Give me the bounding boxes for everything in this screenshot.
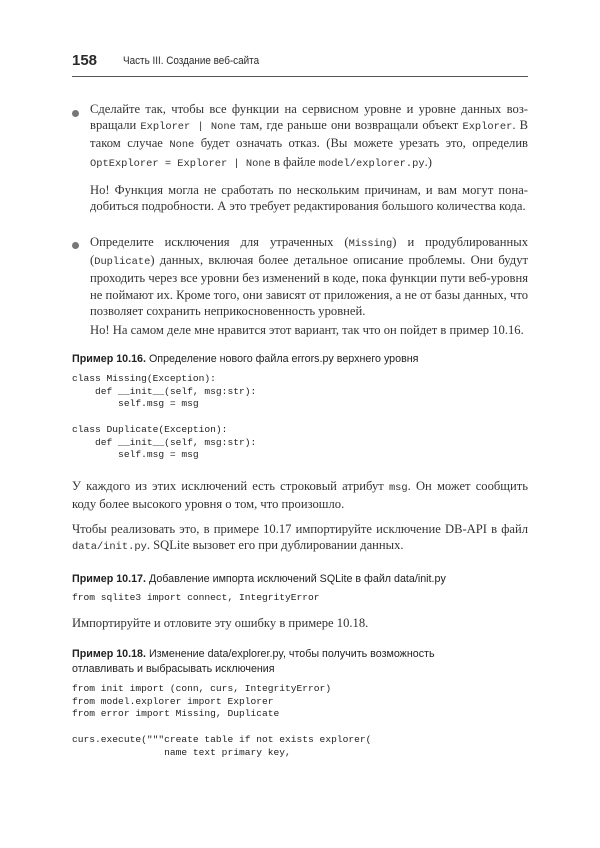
inline-code: msg [388,482,408,494]
inline-code: Explorer [462,121,513,134]
example-caption-10-16 [72,352,501,367]
text: . SQLite вызовет его при дублировании данных. [146,538,404,553]
running-head: Часть III. Создание веб-сайта [123,55,260,67]
bullet-paragraph-2 [90,234,528,319]
text: ) данных, включая более детальное описание проблемы. Они будут проходить через все уровни без изменений в коде, пока функции пути веб-уровня не поймают их. Кроме того, они зависят от приложения, а не от базы данных, что позволяет сохранить неприкосновенность уровней. [90,253,528,318]
text: .) [424,154,432,169]
example-title: Добавление импорта исключений SQLite в файл data/init.py [145,573,446,585]
text: У каждого из этих исключений есть строковый атрибут [72,479,389,493]
bullet-marker [72,110,79,117]
inline-code: None [169,139,195,152]
paragraph-implement [72,521,528,555]
example-caption-10-17 [72,572,501,587]
code-block-10-17: from sqlite3 import connect, IntegrityError [72,592,320,603]
example-title: Изменение data/explorer.py, чтобы получить возможность отлавливать и выбрасывать исключения [72,648,435,675]
example-label: Пример 10.17. [72,573,146,585]
text: будет означать отказ. (Вы можете урезать это, определив [194,136,529,151]
bullet-marker [72,242,79,249]
code-block-10-16: class Missing(Exception): def __init__(self, msg:str): self.msg = msg class Duplicate(Exception): def __init__(self, msg:str): self.msg = msg [72,373,257,461]
page-number: 158 [72,52,98,69]
text: ) и продублированных ( [90,235,529,268]
example-caption-10-18 [72,647,467,676]
text: . В таком случае [90,118,529,151]
example-title: Определение нового файла errors.py верхнего уровня [145,353,419,365]
bullet-paragraph-1 [90,101,528,172]
text: . Он может сообщить коду более высокого уровня о том, что произошло. [72,479,528,512]
inline-code: model/explorer.py [318,157,425,170]
text: Чтобы реализовать это, в примере 10.17 импортируйте исключение DB-API в файл [72,522,528,536]
text: в файле [270,154,319,169]
inline-code: Missing [348,238,393,250]
inline-code: OptExplorer = Explorer | None [90,157,271,170]
inline-code: data/init.py [72,541,147,554]
text: Сделайте так, чтобы все функции на сервисном уровне и уровне данных воз-вращали [90,102,528,133]
paragraph-catch: Импортируйте и отловите эту ошибку в примере 10.18. [72,616,369,630]
paragraph-msg-attribute [72,478,528,512]
inline-code: Explorer | None [140,121,236,134]
bullet-2-followup: Но! На самом деле мне нравится этот вариант, так что он пойдет в пример 10.16. [90,323,524,337]
text: Определите исключения для утраченных ( [90,235,349,249]
text: там, где раньше они возвращали объект [235,118,463,133]
page-header [72,52,528,77]
example-label: Пример 10.18. [72,648,146,660]
example-label: Пример 10.16. [72,353,146,365]
code-block-10-18: from init import (conn, curs, IntegrityError) from model.explorer import Explorer from error import Missing, Duplicate curs.execute("""create table if not exists explorer( name text primary key, [72,683,372,758]
bullet-1-followup: Но! Функция могла не сработать по нескольким причинам, и вам могут пона-добиться подробности. А это требует редактирования большого количества кода. [90,183,528,214]
inline-code: Duplicate [94,256,151,269]
